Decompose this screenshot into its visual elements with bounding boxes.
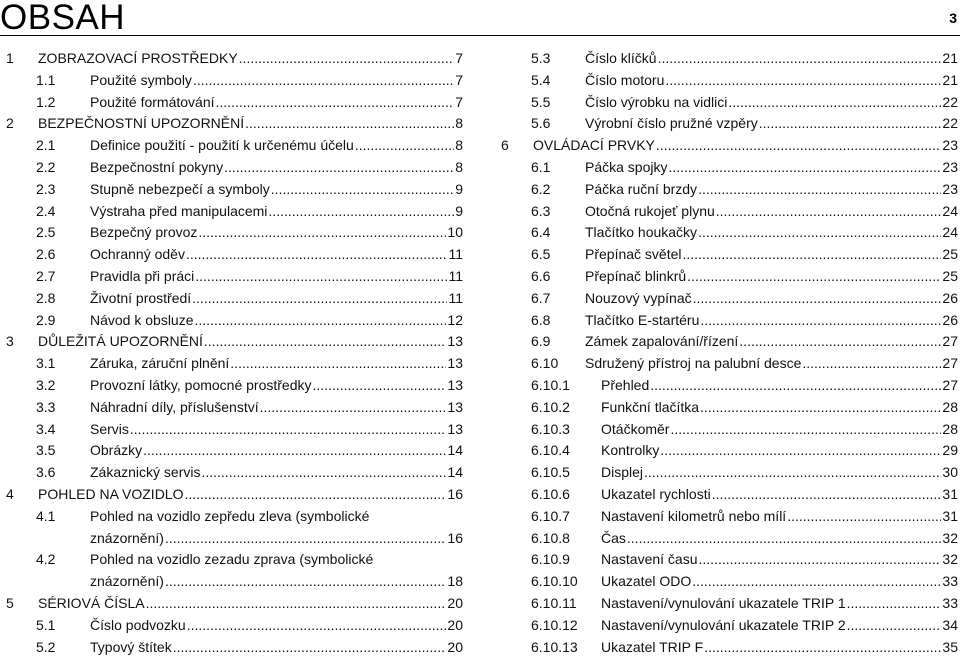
toc-entry[interactable] <box>0 484 465 506</box>
toc-entry-page: 30 <box>942 464 958 481</box>
toc-entry-number: 2.2 <box>36 158 56 175</box>
toc-entry-page: 31 <box>942 507 958 524</box>
toc-entry[interactable] <box>0 440 465 462</box>
toc-entry[interactable] <box>495 506 960 528</box>
toc-entry-number: 3.4 <box>36 420 56 437</box>
toc-entry-page: 33 <box>942 594 958 611</box>
toc-entry-title: OVLÁDACÍ PRVKY <box>533 137 655 154</box>
toc-entry[interactable] <box>495 222 960 244</box>
dot-leader <box>704 637 941 659</box>
toc-entry-page: 10 <box>447 224 463 241</box>
toc-entry-number: 1.1 <box>36 71 56 88</box>
toc-entry[interactable] <box>495 266 960 288</box>
header-rule <box>0 35 960 36</box>
toc-entry-title: BEZPEČNOSTNÍ UPOZORNĚNÍ <box>38 115 245 132</box>
toc-entry[interactable] <box>0 70 465 92</box>
dot-leader <box>665 70 941 92</box>
toc-entry-page: 25 <box>942 246 958 263</box>
toc-entry-page: 24 <box>942 202 958 219</box>
toc-entry-page: 23 <box>942 137 958 154</box>
toc-entry-number: 4 <box>6 485 14 502</box>
toc-entry-number: 6.5 <box>531 246 551 263</box>
dot-leader <box>716 201 942 223</box>
dot-leader <box>239 48 455 70</box>
toc-entry-number: 3 <box>6 333 14 350</box>
toc-entry-number: 5.3 <box>531 50 551 66</box>
toc-entry-title: Nastavení/vynulování ukazatele TRIP 1 <box>601 594 846 611</box>
toc-entry[interactable] <box>0 179 465 201</box>
dot-leader <box>847 593 942 615</box>
toc-entry-title: Pravidla při práci <box>90 267 195 284</box>
toc-entry-title: Pohled na vozidlo zepředu zleva (symbolické <box>90 507 370 524</box>
toc-entry-number: 6.4 <box>531 224 551 241</box>
toc-entry[interactable] <box>495 593 960 615</box>
dot-leader <box>195 266 447 288</box>
dot-leader <box>216 92 455 114</box>
toc-entry-number: 2.7 <box>36 267 56 284</box>
toc-entry-title: Displej <box>601 464 644 481</box>
toc-entry-title: Výrobní číslo pružné vzpěry <box>585 115 758 132</box>
dot-leader <box>847 615 942 637</box>
toc-entry[interactable] <box>0 331 465 353</box>
toc-entry[interactable] <box>0 135 465 157</box>
toc-entry[interactable] <box>0 462 465 484</box>
toc-entry-page: 28 <box>942 398 958 415</box>
toc-entry[interactable] <box>495 571 960 593</box>
dot-leader <box>692 571 941 593</box>
toc-entry-page: 29 <box>942 442 958 459</box>
toc-entry-title: Ochranný oděv <box>90 246 185 263</box>
toc-entry-number: 6.10.4 <box>531 442 570 459</box>
toc-entry-number: 5.5 <box>531 93 551 110</box>
toc-entry-title: Výstraha před manipulacemi <box>90 202 268 219</box>
toc-entry-title: Obrázky <box>90 442 143 459</box>
toc-left-column <box>0 48 465 658</box>
toc-entry-page: 7 <box>455 71 463 88</box>
toc-entry-number: 6.7 <box>531 289 551 306</box>
dot-leader <box>712 484 942 506</box>
dot-leader <box>130 419 447 441</box>
dot-leader <box>656 135 942 157</box>
toc-entry-number: 5.1 <box>36 616 56 633</box>
toc-entry[interactable] <box>0 615 465 637</box>
dot-leader <box>728 92 941 114</box>
toc-entry[interactable] <box>0 310 465 332</box>
toc-entry[interactable] <box>495 637 960 659</box>
toc-entry-title: Bezpečný provoz <box>90 224 198 241</box>
toc-entry-number: 3.3 <box>36 398 56 415</box>
dot-leader <box>184 484 446 506</box>
toc-entry[interactable] <box>495 201 960 223</box>
toc-entry-number: 5 <box>6 594 14 611</box>
toc-entry-number: 2.4 <box>36 202 56 219</box>
toc-entry[interactable] <box>495 310 960 332</box>
toc-entry-title: Tlačítko houkačky <box>585 224 698 241</box>
toc-entry[interactable] <box>495 615 960 637</box>
toc-entry-page: 31 <box>942 485 958 502</box>
toc-entry-title: Zákaznický servis <box>90 464 201 481</box>
toc-entry[interactable] <box>495 419 960 441</box>
dot-leader <box>268 201 454 223</box>
toc-entry-page: 11 <box>448 246 463 263</box>
toc-entry[interactable] <box>0 506 465 550</box>
toc-entry-number: 4.1 <box>36 507 56 524</box>
toc-entry-title: Zámek zapalování/řízení <box>585 333 739 350</box>
toc-entry-page: 22 <box>942 115 958 132</box>
toc-entry-title: Nouzový vypínač <box>585 289 692 306</box>
toc-entry-title: Ukazatel ODO <box>601 573 692 590</box>
dot-leader <box>230 353 446 375</box>
toc-entry-page: 27 <box>942 355 958 372</box>
dot-leader <box>195 310 447 332</box>
toc-entry-number: 2 <box>6 115 14 132</box>
toc-entry-page: 26 <box>942 289 958 306</box>
toc-entry-page: 14 <box>447 464 463 481</box>
toc-entry-title: Bezpečnostní pokyny <box>90 158 224 175</box>
dot-leader <box>759 113 942 135</box>
dot-leader <box>668 157 941 179</box>
toc-entry-page: 21 <box>942 50 958 66</box>
toc-entry[interactable] <box>495 440 960 462</box>
toc-entry-number: 6.10.9 <box>531 551 570 568</box>
toc-entry-number: 6.10.8 <box>531 529 570 546</box>
toc-entry-number: 5.2 <box>36 638 56 655</box>
toc-entry[interactable] <box>0 288 465 310</box>
toc-entry-number: 2.3 <box>36 180 56 197</box>
toc-entry[interactable] <box>0 48 465 70</box>
toc-entry-title: Pohled na vozidlo zezadu zprava (symbolické <box>90 551 374 568</box>
toc-entry-page: 27 <box>942 376 958 393</box>
toc-entry-number: 6.10.11 <box>531 594 577 611</box>
toc-entry-number: 1.2 <box>36 93 56 110</box>
dot-leader <box>644 462 941 484</box>
toc-entry-page: 20 <box>447 616 463 633</box>
toc-entry-number: 6.10.12 <box>531 616 578 633</box>
toc-entry[interactable] <box>495 549 960 571</box>
toc-entry[interactable] <box>495 70 960 92</box>
toc-entry-number: 6.10.13 <box>531 638 578 655</box>
toc-entry-title: Náhradní díly, příslušenství <box>90 398 259 415</box>
toc-entry-title: Návod k obsluze <box>90 311 194 328</box>
dot-leader <box>802 353 941 375</box>
toc-entry-title: Přepínač blinkrů <box>585 267 687 284</box>
dot-leader <box>698 179 941 201</box>
toc-entry[interactable] <box>495 244 960 266</box>
toc-entry[interactable] <box>0 157 465 179</box>
toc-entry-number: 5.6 <box>531 115 551 132</box>
toc-entry[interactable] <box>0 353 465 375</box>
toc-entry-page: 11 <box>448 289 463 306</box>
toc-entry-number: 3.6 <box>36 464 56 481</box>
toc-entry-title: Tlačítko E-startéru <box>585 311 700 328</box>
toc-entry-title: Stupně nebezpečí a symboly <box>90 180 270 197</box>
toc-entry-title: Otočná rukojeť plynu <box>585 202 715 219</box>
toc-entry-title: Definice použití - použití k určenému účelu <box>90 137 354 154</box>
page-number: 3 <box>949 10 957 26</box>
toc-entry[interactable] <box>495 375 960 397</box>
toc-entry[interactable] <box>495 528 960 550</box>
toc-entry-page: 13 <box>447 333 463 350</box>
toc-entry-number: 6.10.10 <box>531 573 578 590</box>
toc-entry-page: 33 <box>942 573 958 590</box>
toc-entry-title: Číslo klíčků <box>585 50 657 66</box>
toc-entry-title: Funkční tlačítka <box>601 398 700 415</box>
toc-entry[interactable] <box>0 549 465 593</box>
toc-entry[interactable] <box>0 222 465 244</box>
toc-entry-number: 4.2 <box>36 551 56 568</box>
toc-entry-title: Páčka spojky <box>585 158 668 175</box>
dot-leader <box>700 310 941 332</box>
dot-leader <box>627 528 942 550</box>
toc-entry-title: Ukazatel TRIP F <box>601 638 704 655</box>
dot-leader <box>204 331 447 353</box>
toc-entry-number: 6.1 <box>531 158 551 175</box>
toc-entry-title: Životní prostředí <box>90 289 192 306</box>
toc-entry-title: Kontrolky <box>601 442 660 459</box>
toc-entry[interactable] <box>0 201 465 223</box>
dot-leader <box>198 222 446 244</box>
toc-entry-page: 13 <box>447 355 463 372</box>
dot-leader <box>313 375 447 397</box>
page-title: OBSAH <box>0 0 126 37</box>
toc-entry-number: 5.4 <box>531 71 551 88</box>
dot-leader <box>271 179 454 201</box>
dot-leader <box>699 549 942 571</box>
toc-entry-title: Číslo motoru <box>585 71 665 88</box>
toc-entry-number: 6.10.6 <box>531 485 570 502</box>
toc-entry-title: Čas <box>601 529 626 546</box>
toc-right-column <box>495 48 960 658</box>
dot-leader <box>700 397 941 419</box>
toc-entry-page: 32 <box>942 551 958 568</box>
toc-entry-title: POHLED NA VOZIDLO <box>38 485 184 502</box>
dot-leader <box>683 244 942 266</box>
toc-entry-number: 2.6 <box>36 246 56 263</box>
dot-leader <box>670 419 941 441</box>
toc-entry-page: 9 <box>455 180 463 197</box>
toc-entry-number: 6.10.5 <box>531 464 570 481</box>
dot-leader <box>739 331 941 353</box>
toc-entry-page: 34 <box>942 616 958 633</box>
toc-entry-number: 6.10.1 <box>531 376 570 393</box>
toc-entry-page: 14 <box>447 442 463 459</box>
toc-entry-page: 13 <box>447 398 463 415</box>
toc-entry[interactable] <box>495 462 960 484</box>
toc-entry[interactable] <box>495 353 960 375</box>
toc-entry-title-continued: znázornění) <box>90 573 164 590</box>
toc-entry-number: 6.10.3 <box>531 420 570 437</box>
toc-entry-page: 27 <box>942 333 958 350</box>
dot-leader <box>224 157 454 179</box>
toc-entry-page: 16 <box>447 485 463 502</box>
dot-leader <box>260 397 447 419</box>
toc-entry-page: 26 <box>942 311 958 328</box>
toc-entry-page: 25 <box>942 267 958 284</box>
toc-entry-title: ZOBRAZOVACÍ PROSTŘEDKY <box>38 50 238 66</box>
toc-entry-page: 8 <box>455 115 463 132</box>
toc-entry-title: Nastavení/vynulování ukazatele TRIP 2 <box>601 616 846 633</box>
toc-entry[interactable] <box>495 288 960 310</box>
toc-entry-page: 9 <box>455 202 463 219</box>
toc-entry[interactable] <box>495 484 960 506</box>
toc-entry-title: DŮLEŽITÁ UPOZORNĚNÍ <box>38 333 203 350</box>
toc-entry-title: Sdružený přístroj na palubní desce <box>585 355 802 372</box>
dot-leader <box>146 593 447 615</box>
toc-entry-page: 20 <box>447 594 463 611</box>
toc-entry-title: SÉRIOVÁ ČÍSLA <box>38 594 145 611</box>
toc-entry-title: Ukazatel rychlosti <box>601 485 711 502</box>
toc-entry[interactable] <box>495 135 960 157</box>
dot-leader <box>658 48 942 70</box>
dot-leader <box>698 222 941 244</box>
toc-entry[interactable] <box>0 92 465 114</box>
toc-entry-page: 32 <box>942 529 958 546</box>
dot-leader <box>192 288 447 310</box>
toc-entry-title: Páčka ruční brzdy <box>585 180 698 197</box>
toc-entry-page: 22 <box>942 93 958 110</box>
toc-entry-number: 6.10.7 <box>531 507 570 524</box>
toc-entry[interactable] <box>495 331 960 353</box>
toc-entry-number: 6.2 <box>531 180 551 197</box>
toc-entry-page: 35 <box>942 638 958 655</box>
toc-entry-page: 28 <box>942 420 958 437</box>
toc-entry[interactable] <box>0 397 465 419</box>
toc-entry[interactable] <box>0 593 465 615</box>
page-header <box>0 0 960 44</box>
toc-entry-number: 6.3 <box>531 202 551 219</box>
toc-entry-title: Otáčkoměr <box>601 420 670 437</box>
toc-entry-number: 6.8 <box>531 311 551 328</box>
dot-leader <box>687 266 941 288</box>
toc-entry-number: 6.10 <box>531 355 559 372</box>
dot-leader <box>173 637 447 659</box>
dot-leader <box>355 135 454 157</box>
toc-entry-page: 8 <box>455 137 463 154</box>
toc-entry[interactable] <box>0 419 465 441</box>
toc-entry-title: Provozní látky, pomocné prostředky <box>90 376 312 393</box>
dot-leader <box>660 440 941 462</box>
toc-entry-number: 3.5 <box>36 442 56 459</box>
dot-leader <box>245 113 454 135</box>
dot-leader <box>186 244 448 266</box>
toc-entry-number: 3.2 <box>36 376 56 393</box>
toc-entry-title: Přehled <box>601 376 650 393</box>
toc-entry-number: 2.5 <box>36 224 56 241</box>
toc-entry[interactable] <box>0 375 465 397</box>
toc-entry-page: 21 <box>942 71 958 88</box>
toc-entry-number: 1 <box>6 50 14 66</box>
toc-entry-page: 18 <box>447 573 463 590</box>
toc-entry-number: 2.8 <box>36 289 56 306</box>
toc-entry[interactable] <box>0 113 465 135</box>
toc-entry-number: 3.1 <box>36 355 56 372</box>
toc-entry-title: Nastavení kilometrů nebo mílí <box>601 507 787 524</box>
dot-leader <box>187 615 447 637</box>
toc-entry-page: 13 <box>447 376 463 393</box>
toc-entry-title: Použité symboly <box>90 71 192 88</box>
toc-entry-page: 20 <box>447 638 463 655</box>
toc-entry-number: 6.10.2 <box>531 398 570 415</box>
toc-entry-title-continued: znázornění) <box>90 529 164 546</box>
dot-leader <box>787 506 941 528</box>
toc-entry-page: 7 <box>455 93 463 110</box>
toc-entry-title: Číslo výrobku na vidlici <box>585 93 728 110</box>
toc-entry[interactable] <box>495 92 960 114</box>
toc-entry-page: 24 <box>942 224 958 241</box>
toc-entry-page: 7 <box>455 50 463 66</box>
toc-entry-page: 16 <box>447 529 463 546</box>
toc-entry[interactable] <box>495 397 960 419</box>
toc-entry[interactable] <box>495 157 960 179</box>
toc-entry[interactable] <box>495 113 960 135</box>
toc-entry[interactable] <box>495 48 960 70</box>
toc-entry-page: 8 <box>455 158 463 175</box>
toc-entry-title: Typový štítek <box>90 638 172 655</box>
toc-entry-page: 13 <box>447 420 463 437</box>
toc-entry-title: Nastavení času <box>601 551 698 568</box>
dot-leader <box>143 440 446 462</box>
toc-entry[interactable] <box>0 637 465 659</box>
toc-entry-page: 11 <box>448 267 463 284</box>
toc-entry[interactable] <box>0 244 465 266</box>
toc-entry[interactable] <box>495 179 960 201</box>
toc-entry[interactable] <box>0 266 465 288</box>
toc-entry-number: 2.9 <box>36 311 56 328</box>
toc-entry-page: 12 <box>447 311 463 328</box>
toc-entry-number: 6.6 <box>531 267 551 284</box>
dot-leader <box>650 375 941 397</box>
toc-entry-title: Přepínač světel <box>585 246 682 263</box>
dot-leader <box>165 528 446 550</box>
toc-entry-page: 23 <box>942 180 958 197</box>
toc-entry-title: Záruka, záruční plnění <box>90 355 230 372</box>
toc-entry-number: 6 <box>501 137 509 154</box>
toc-entry-number: 6.9 <box>531 333 551 350</box>
toc-entry-number: 2.1 <box>36 137 56 154</box>
toc-entry-page: 23 <box>942 158 958 175</box>
toc-entry-title: Servis <box>90 420 129 437</box>
toc-entry-title: Použité formátování <box>90 93 215 110</box>
dot-leader <box>201 462 446 484</box>
dot-leader <box>165 571 446 593</box>
dot-leader <box>693 288 942 310</box>
toc-entry-title: Číslo podvozku <box>90 616 186 633</box>
dot-leader <box>193 70 454 92</box>
